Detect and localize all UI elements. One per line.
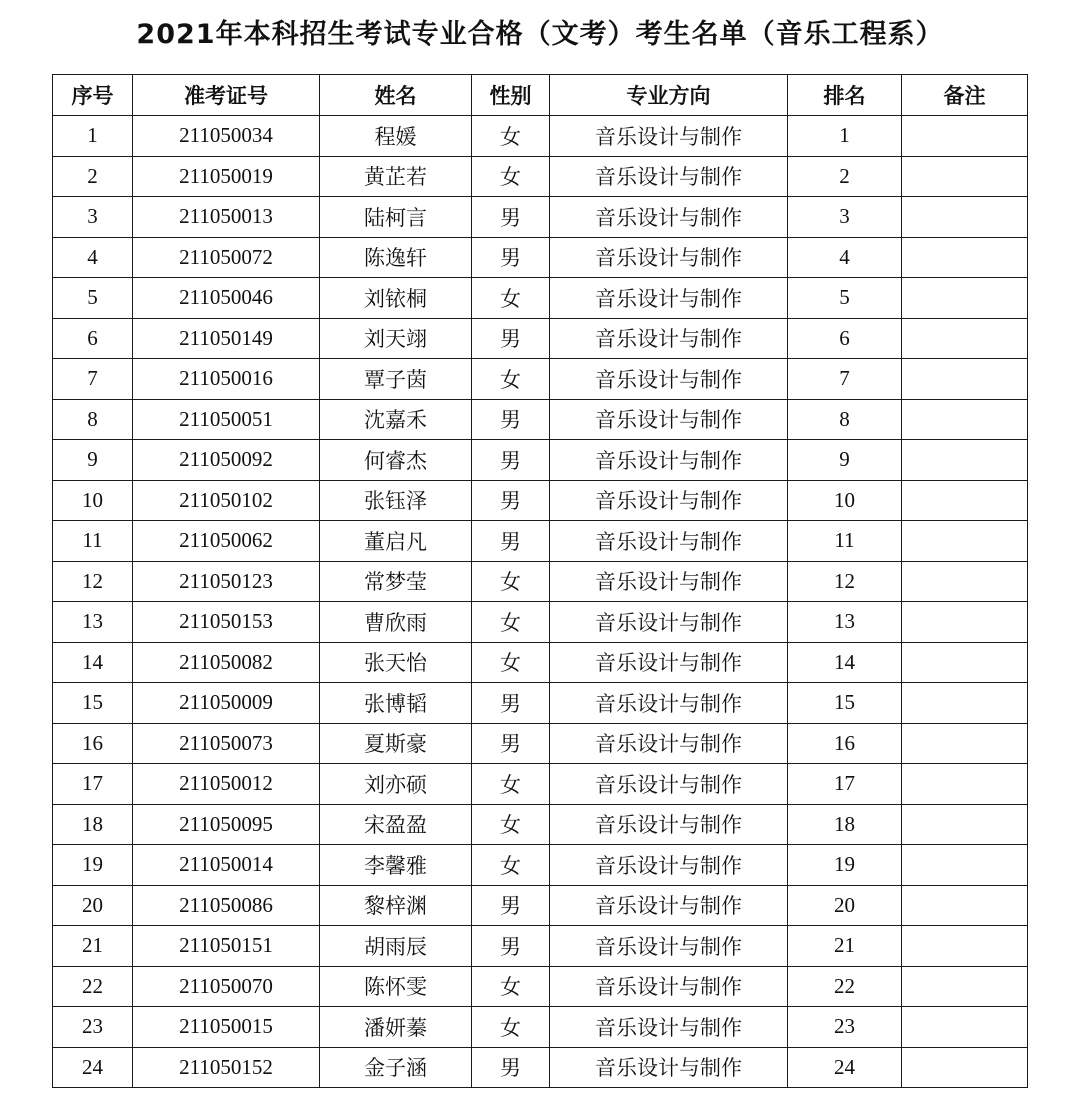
cell-exam-id: 211050012 (133, 764, 320, 805)
table-row (53, 966, 1028, 1007)
cell-rank: 8 (788, 399, 902, 440)
cell-rank: 14 (788, 642, 902, 683)
cell-seq: 9 (53, 440, 133, 481)
cell-remarks (902, 845, 1028, 886)
cell-exam-id: 211050034 (133, 116, 320, 157)
cell-remarks (902, 278, 1028, 319)
cell-seq: 13 (53, 602, 133, 643)
cell-seq: 16 (53, 723, 133, 764)
cell-major: 音乐设计与制作 (550, 804, 788, 845)
table-row (53, 804, 1028, 845)
cell-name: 董启凡 (320, 521, 472, 562)
cell-rank: 19 (788, 845, 902, 886)
cell-rank: 17 (788, 764, 902, 805)
cell-remarks (902, 399, 1028, 440)
cell-exam-id: 211050149 (133, 318, 320, 359)
cell-seq: 17 (53, 764, 133, 805)
table-row (53, 359, 1028, 400)
cell-name: 潘妍蓁 (320, 1007, 472, 1048)
table-row (53, 602, 1028, 643)
cell-remarks (902, 804, 1028, 845)
cell-exam-id: 211050102 (133, 480, 320, 521)
table-row (53, 926, 1028, 967)
cell-seq: 3 (53, 197, 133, 238)
cell-major: 音乐设计与制作 (550, 237, 788, 278)
cell-remarks (902, 602, 1028, 643)
cell-exam-id: 211050072 (133, 237, 320, 278)
table-row (53, 116, 1028, 157)
cell-gender: 女 (472, 561, 550, 602)
cell-seq: 19 (53, 845, 133, 886)
table-row (53, 764, 1028, 805)
cell-gender: 女 (472, 1007, 550, 1048)
table-row (53, 845, 1028, 886)
cell-remarks (902, 764, 1028, 805)
cell-rank: 12 (788, 561, 902, 602)
cell-major: 音乐设计与制作 (550, 723, 788, 764)
table-row (53, 642, 1028, 683)
cell-remarks (902, 642, 1028, 683)
table-row (53, 885, 1028, 926)
cell-major: 音乐设计与制作 (550, 966, 788, 1007)
cell-exam-id: 211050046 (133, 278, 320, 319)
cell-seq: 7 (53, 359, 133, 400)
cell-seq: 4 (53, 237, 133, 278)
cell-remarks (902, 926, 1028, 967)
table-row (53, 440, 1028, 481)
cell-rank: 1 (788, 116, 902, 157)
cell-exam-id: 211050153 (133, 602, 320, 643)
cell-major: 音乐设计与制作 (550, 480, 788, 521)
cell-name: 刘铱桐 (320, 278, 472, 319)
cell-name: 陆柯言 (320, 197, 472, 238)
cell-gender: 男 (472, 521, 550, 562)
table-row (53, 683, 1028, 724)
cell-gender: 女 (472, 156, 550, 197)
cell-name: 宋盈盈 (320, 804, 472, 845)
cell-seq: 18 (53, 804, 133, 845)
table-row (53, 197, 1028, 238)
table-row (53, 521, 1028, 562)
cell-name: 金子涵 (320, 1047, 472, 1088)
cell-remarks (902, 440, 1028, 481)
column-header-remarks: 备注 (902, 75, 1028, 116)
cell-rank: 5 (788, 278, 902, 319)
cell-major: 音乐设计与制作 (550, 359, 788, 400)
column-header-major: 专业方向 (550, 75, 788, 116)
cell-gender: 女 (472, 278, 550, 319)
cell-gender: 男 (472, 318, 550, 359)
cell-remarks (902, 156, 1028, 197)
cell-rank: 10 (788, 480, 902, 521)
cell-rank: 21 (788, 926, 902, 967)
cell-gender: 男 (472, 723, 550, 764)
cell-major: 音乐设计与制作 (550, 683, 788, 724)
cell-exam-id: 211050014 (133, 845, 320, 886)
cell-exam-id: 211050019 (133, 156, 320, 197)
cell-rank: 18 (788, 804, 902, 845)
cell-remarks (902, 197, 1028, 238)
cell-seq: 2 (53, 156, 133, 197)
cell-remarks (902, 723, 1028, 764)
cell-major: 音乐设计与制作 (550, 602, 788, 643)
cell-remarks (902, 966, 1028, 1007)
cell-seq: 24 (53, 1047, 133, 1088)
table-body (53, 116, 1028, 1088)
cell-gender: 女 (472, 116, 550, 157)
cell-gender: 女 (472, 804, 550, 845)
cell-rank: 13 (788, 602, 902, 643)
cell-gender: 男 (472, 440, 550, 481)
cell-seq: 5 (53, 278, 133, 319)
cell-name: 夏斯豪 (320, 723, 472, 764)
candidate-table (52, 74, 1028, 1088)
cell-rank: 20 (788, 885, 902, 926)
cell-major: 音乐设计与制作 (550, 278, 788, 319)
cell-remarks (902, 521, 1028, 562)
cell-remarks (902, 359, 1028, 400)
cell-major: 音乐设计与制作 (550, 521, 788, 562)
cell-gender: 女 (472, 642, 550, 683)
cell-gender: 男 (472, 480, 550, 521)
cell-rank: 16 (788, 723, 902, 764)
cell-exam-id: 211050009 (133, 683, 320, 724)
cell-remarks (902, 1047, 1028, 1088)
cell-remarks (902, 1007, 1028, 1048)
cell-major: 音乐设计与制作 (550, 642, 788, 683)
cell-rank: 6 (788, 318, 902, 359)
cell-gender: 男 (472, 683, 550, 724)
table-header (53, 75, 1028, 116)
cell-seq: 12 (53, 561, 133, 602)
cell-rank: 2 (788, 156, 902, 197)
cell-major: 音乐设计与制作 (550, 440, 788, 481)
cell-seq: 6 (53, 318, 133, 359)
cell-remarks (902, 480, 1028, 521)
cell-exam-id: 211050151 (133, 926, 320, 967)
cell-exam-id: 211050015 (133, 1007, 320, 1048)
cell-name: 陈逸轩 (320, 237, 472, 278)
cell-exam-id: 211050016 (133, 359, 320, 400)
cell-name: 张博韬 (320, 683, 472, 724)
cell-exam-id: 211050051 (133, 399, 320, 440)
cell-major: 音乐设计与制作 (550, 561, 788, 602)
cell-exam-id: 211050073 (133, 723, 320, 764)
cell-exam-id: 211050082 (133, 642, 320, 683)
cell-rank: 7 (788, 359, 902, 400)
cell-major: 音乐设计与制作 (550, 764, 788, 805)
header-row (53, 75, 1028, 116)
table-row (53, 1047, 1028, 1088)
cell-major: 音乐设计与制作 (550, 156, 788, 197)
cell-name: 黎梓渊 (320, 885, 472, 926)
cell-seq: 11 (53, 521, 133, 562)
column-header-name: 姓名 (320, 75, 472, 116)
cell-name: 黄芷若 (320, 156, 472, 197)
cell-name: 曹欣雨 (320, 602, 472, 643)
cell-exam-id: 211050123 (133, 561, 320, 602)
cell-major: 音乐设计与制作 (550, 116, 788, 157)
cell-seq: 1 (53, 116, 133, 157)
cell-rank: 3 (788, 197, 902, 238)
table-row (53, 1007, 1028, 1048)
cell-major: 音乐设计与制作 (550, 197, 788, 238)
column-header-gender: 性别 (472, 75, 550, 116)
cell-rank: 4 (788, 237, 902, 278)
cell-exam-id: 211050086 (133, 885, 320, 926)
cell-gender: 男 (472, 197, 550, 238)
cell-gender: 男 (472, 1047, 550, 1088)
cell-seq: 21 (53, 926, 133, 967)
cell-name: 覃子茵 (320, 359, 472, 400)
cell-exam-id: 211050092 (133, 440, 320, 481)
cell-exam-id: 211050152 (133, 1047, 320, 1088)
cell-seq: 14 (53, 642, 133, 683)
cell-remarks (902, 561, 1028, 602)
cell-name: 李馨雅 (320, 845, 472, 886)
cell-major: 音乐设计与制作 (550, 1047, 788, 1088)
cell-gender: 男 (472, 237, 550, 278)
cell-gender: 女 (472, 764, 550, 805)
cell-seq: 8 (53, 399, 133, 440)
cell-name: 胡雨辰 (320, 926, 472, 967)
cell-exam-id: 211050070 (133, 966, 320, 1007)
cell-seq: 20 (53, 885, 133, 926)
cell-major: 音乐设计与制作 (550, 318, 788, 359)
cell-gender: 女 (472, 602, 550, 643)
cell-name: 沈嘉禾 (320, 399, 472, 440)
table-row (53, 318, 1028, 359)
cell-major: 音乐设计与制作 (550, 1007, 788, 1048)
cell-seq: 22 (53, 966, 133, 1007)
cell-remarks (902, 885, 1028, 926)
cell-rank: 22 (788, 966, 902, 1007)
cell-name: 程媛 (320, 116, 472, 157)
cell-exam-id: 211050013 (133, 197, 320, 238)
table-row (53, 561, 1028, 602)
cell-gender: 男 (472, 399, 550, 440)
cell-seq: 10 (53, 480, 133, 521)
cell-exam-id: 211050095 (133, 804, 320, 845)
cell-gender: 女 (472, 966, 550, 1007)
cell-remarks (902, 116, 1028, 157)
column-header-seq: 序号 (53, 75, 133, 116)
column-header-exam-id: 准考证号 (133, 75, 320, 116)
cell-remarks (902, 683, 1028, 724)
cell-seq: 23 (53, 1007, 133, 1048)
column-header-rank: 排名 (788, 75, 902, 116)
table-row (53, 399, 1028, 440)
cell-major: 音乐设计与制作 (550, 926, 788, 967)
cell-rank: 11 (788, 521, 902, 562)
cell-major: 音乐设计与制作 (550, 845, 788, 886)
cell-rank: 23 (788, 1007, 902, 1048)
cell-name: 张钰泽 (320, 480, 472, 521)
cell-seq: 15 (53, 683, 133, 724)
cell-gender: 男 (472, 885, 550, 926)
cell-rank: 9 (788, 440, 902, 481)
cell-gender: 男 (472, 926, 550, 967)
cell-name: 常梦莹 (320, 561, 472, 602)
page-title: 2021年本科招生考试专业合格（文考）考生名单（音乐工程系） (136, 19, 944, 50)
cell-remarks (902, 237, 1028, 278)
cell-major: 音乐设计与制作 (550, 399, 788, 440)
table-row (53, 723, 1028, 764)
cell-remarks (902, 318, 1028, 359)
cell-name: 陈怀雯 (320, 966, 472, 1007)
cell-gender: 女 (472, 359, 550, 400)
cell-exam-id: 211050062 (133, 521, 320, 562)
cell-major: 音乐设计与制作 (550, 885, 788, 926)
cell-name: 张天怡 (320, 642, 472, 683)
table-row (53, 237, 1028, 278)
table-row (53, 480, 1028, 521)
table-row (53, 278, 1028, 319)
cell-rank: 15 (788, 683, 902, 724)
cell-name: 刘天翊 (320, 318, 472, 359)
cell-gender: 女 (472, 845, 550, 886)
cell-name: 刘亦硕 (320, 764, 472, 805)
cell-rank: 24 (788, 1047, 902, 1088)
table-row (53, 156, 1028, 197)
cell-name: 何睿杰 (320, 440, 472, 481)
